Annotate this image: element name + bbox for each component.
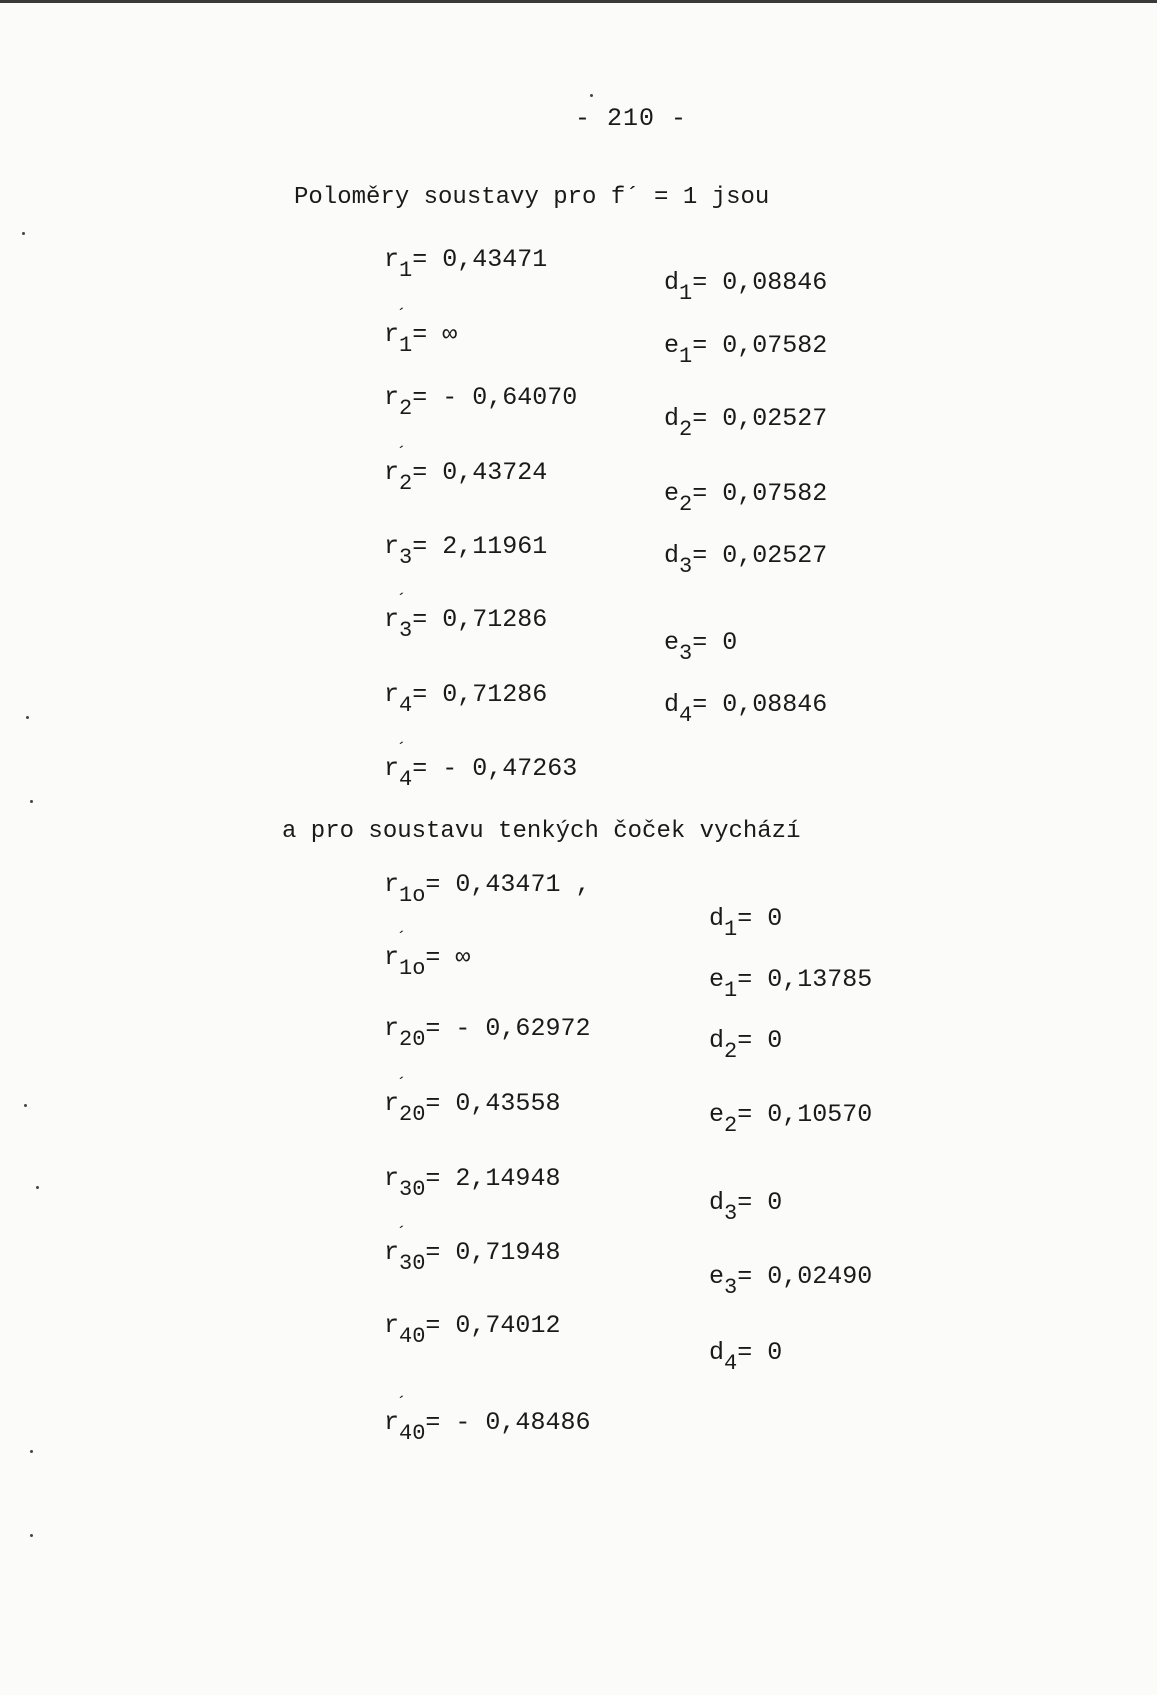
equation-thin-e1 [709, 965, 873, 1003]
symbol: ´ $r_2$ [384, 445, 413, 496]
symbol: $d_2$ [664, 404, 693, 442]
value: = 0,10570 [737, 1100, 873, 1129]
equation-r40-prime [384, 1395, 591, 1446]
value: = 0 [737, 904, 783, 933]
symbol: $r_2$ [384, 383, 413, 421]
scan-speck [30, 800, 33, 803]
equation-r4-prime [384, 741, 578, 792]
value: = 0,07582 [692, 479, 828, 508]
symbol: ´ $r_{40}$ [384, 1395, 426, 1446]
symbol: ´ $r_{30}$ [384, 1225, 426, 1276]
equation-d3 [664, 541, 828, 579]
equation-d2 [664, 404, 828, 442]
equation-r3 [384, 532, 548, 570]
value: = 0,02527 [692, 404, 828, 433]
value: = 0,71286 [412, 680, 548, 709]
intro-line: Poloměry soustavy pro f´ = 1 jsou [294, 184, 770, 211]
page-top-edge [0, 0, 1157, 3]
scan-speck [26, 716, 29, 719]
equation-e1 [664, 331, 828, 369]
value: = 2,11961 [412, 532, 548, 561]
equation-e2 [664, 479, 828, 517]
equation-thin-d1 [709, 904, 783, 942]
value: = 0,43558 [425, 1089, 561, 1118]
symbol: $d_2$ [709, 1026, 738, 1064]
equation-r30-prime [384, 1225, 561, 1276]
symbol: $d_1$ [664, 268, 693, 306]
equation-d4 [664, 690, 828, 728]
symbol: $r_{30}$ [384, 1164, 426, 1202]
value: = 2,14948 [425, 1164, 561, 1193]
symbol: ´ $r_1$ [384, 307, 413, 358]
equation-r3-prime [384, 592, 548, 643]
value: = ∞ [425, 943, 471, 972]
value: = ∞ [412, 320, 458, 349]
symbol: $e_3$ [709, 1262, 738, 1300]
equation-e3 [664, 628, 738, 666]
value: = 0 [737, 1338, 783, 1367]
value: = 0,02527 [692, 541, 828, 570]
symbol: $e_1$ [664, 331, 693, 369]
value: = 0,08846 [692, 268, 828, 297]
symbol: ´ $r_3$ [384, 592, 413, 643]
equation-thin-e2 [709, 1100, 873, 1138]
symbol: $d_3$ [664, 541, 693, 579]
equation-thin-e3 [709, 1262, 873, 1300]
value: = 0 [737, 1188, 783, 1217]
symbol: ´ $r_{20}$ [384, 1076, 426, 1127]
symbol: $e_1$ [709, 965, 738, 1003]
equation-r2 [384, 383, 578, 421]
equation-r2-prime [384, 445, 548, 496]
value: = - 0,62972 [425, 1014, 591, 1043]
equation-r20-prime [384, 1076, 561, 1127]
scan-speck [22, 232, 25, 235]
symbol: $r_{1o}$ [384, 870, 426, 908]
value: = 0,13785 [737, 965, 873, 994]
symbol: $r_3$ [384, 532, 413, 570]
symbol: $r_{20}$ [384, 1014, 426, 1052]
value: = 0 [692, 628, 738, 657]
equation-r1-prime [384, 307, 458, 358]
scan-speck [30, 1534, 33, 1537]
value: = 0,71286 [412, 605, 548, 634]
equation-d1 [664, 268, 828, 306]
value: = 0,43724 [412, 458, 548, 487]
value: = 0,07582 [692, 331, 828, 360]
value: = 0,02490 [737, 1262, 873, 1291]
value: = 0,74012 [425, 1311, 561, 1340]
equation-r10-prime [384, 930, 471, 981]
value: = 0,43471 [412, 245, 548, 274]
value: = - 0,64070 [412, 383, 578, 412]
symbol: ´ $r_4$ [384, 741, 413, 792]
equation-thin-d3 [709, 1188, 783, 1226]
thin-lens-line: a pro soustavu tenkých čoček vychází [282, 818, 801, 845]
symbol: $r_1$ [384, 245, 413, 283]
symbol: $d_1$ [709, 904, 738, 942]
scan-speck [30, 1450, 33, 1453]
equation-r30 [384, 1164, 561, 1202]
symbol: $d_4$ [709, 1338, 738, 1376]
symbol: $r_4$ [384, 680, 413, 718]
value: = 0,08846 [692, 690, 828, 719]
equation-r4 [384, 680, 548, 718]
page-number: - 210 - [575, 104, 688, 133]
scan-speck [36, 1186, 39, 1189]
symbol: $e_2$ [664, 479, 693, 517]
value: = 0,71948 [425, 1238, 561, 1267]
equation-thin-d2 [709, 1026, 783, 1064]
equation-r10 [384, 870, 591, 908]
equation-r40 [384, 1311, 561, 1349]
equation-r20 [384, 1014, 591, 1052]
symbol: $e_2$ [709, 1100, 738, 1138]
symbol: $e_3$ [664, 628, 693, 666]
scan-speck [590, 94, 593, 97]
symbol: $r_{40}$ [384, 1311, 426, 1349]
value: = - 0,48486 [425, 1408, 591, 1437]
scan-speck [24, 1104, 27, 1107]
equation-r1 [384, 245, 548, 283]
symbol: ´ $r_{1o}$ [384, 930, 426, 981]
value: = 0,43471 , [425, 870, 591, 899]
value: = 0 [737, 1026, 783, 1055]
equation-thin-d4 [709, 1338, 783, 1376]
value: = - 0,47263 [412, 754, 578, 783]
symbol: $d_4$ [664, 690, 693, 728]
symbol: $d_3$ [709, 1188, 738, 1226]
